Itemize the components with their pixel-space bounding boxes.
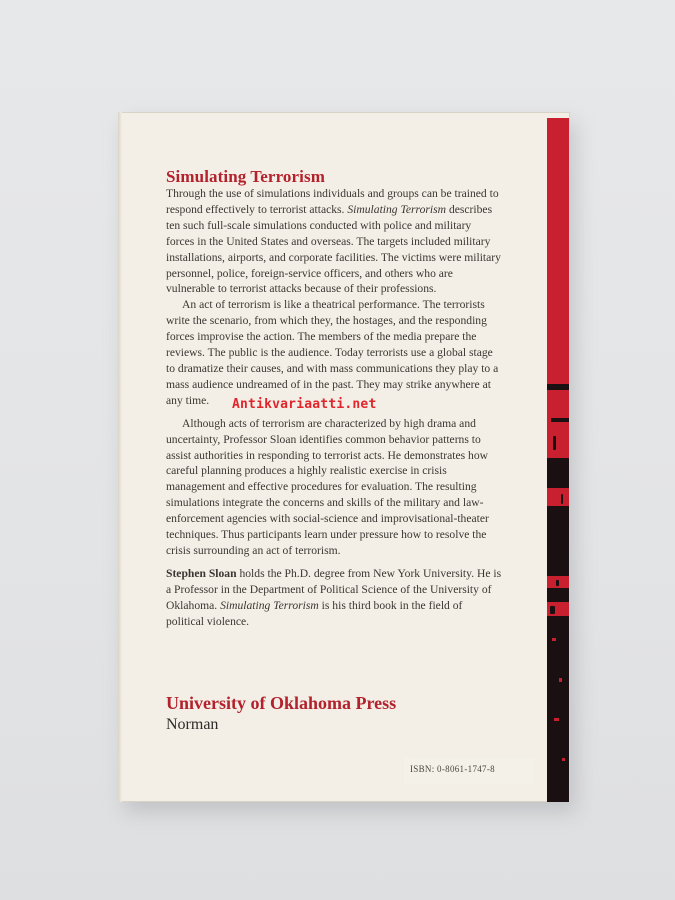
spine-art-speck [556, 580, 559, 586]
spine-art-speck [562, 758, 565, 761]
isbn-number: ISBN: 0-8061-1747-8 [410, 764, 495, 774]
blurb-text: describes ten such full-scale simulations conducted with police and military forces in the United States and overseas. The targets included military installations, airports, and corporate facilities. The victims were military personnel, police, foreign-service officers, and others who are vulnerable to terrorist attacks because of their professions. [166, 202, 501, 296]
blurb-paragraph-2: An act of terrorism is like a theatrical performance. The terrorists write the scenario, from which they, the hostages, and the responding forces improvise the action. The members of the media prepare the reviews. The public is the audience. Today terrorists use a global stage to dramatize their causes, and with mass communications they play to a mass audience undreamed of in the past. They may strike anywhere at any time. [166, 298, 499, 407]
spine-art-band [551, 418, 569, 422]
spine-art-band [547, 588, 569, 602]
blurb-paragraph-3: Although acts of terrorism are characterized by high drama and uncertainty, Professor Sloan identifies common behavior patterns to assist authorities in responding to terrorist acts. He demonstrates how careful planning produces a highly realistic exercise in crisis management and effective procedures for evaluation. The resulting simulations integrate the concerns and skills of the military and law-enforcement agencies with social-science and improvisational-theater techniques. Thus participants learn under pressure how to resolve the crisis surrounding an act of terrorism. [166, 416, 489, 557]
watermark: Antikvariaatti.net [232, 397, 377, 412]
spine-art-band [547, 616, 569, 802]
spine-art-speck [553, 436, 556, 450]
spine-art-band [547, 458, 569, 488]
author-bio-text: holds the Ph.D. degree from New York University. He is a Professor in the Department of Political Science of the University of Oklahoma. [166, 566, 502, 612]
blurb-text: Through the use of simulations individuals and groups can be trained to respond effectively to terrorist attacks. [166, 187, 499, 216]
author-name: Stephen Sloan [166, 566, 237, 580]
author-bio-italic-title: Simulating Terrorism [220, 598, 319, 612]
book-title: Simulating Terrorism [166, 167, 325, 186]
spine-art-band [547, 506, 569, 576]
book-page-edge [118, 112, 122, 802]
author-bio [166, 566, 502, 630]
book-spine [547, 118, 569, 802]
publisher-city: Norman [166, 716, 219, 733]
spine-art-band [547, 384, 569, 390]
spine-art-speck [552, 638, 556, 641]
blurb-italic-title: Simulating Terrorism [347, 202, 447, 216]
blurb-paragraph-1 [166, 186, 502, 297]
spine-art-speck [559, 678, 562, 682]
spine-art-speck [550, 606, 555, 614]
spine-art-speck [561, 494, 563, 504]
publisher-name: University of Oklahoma Press [166, 693, 397, 713]
spine-art-speck [554, 718, 559, 721]
author-bio-text: is his third book in the field of political violence. [166, 598, 463, 628]
